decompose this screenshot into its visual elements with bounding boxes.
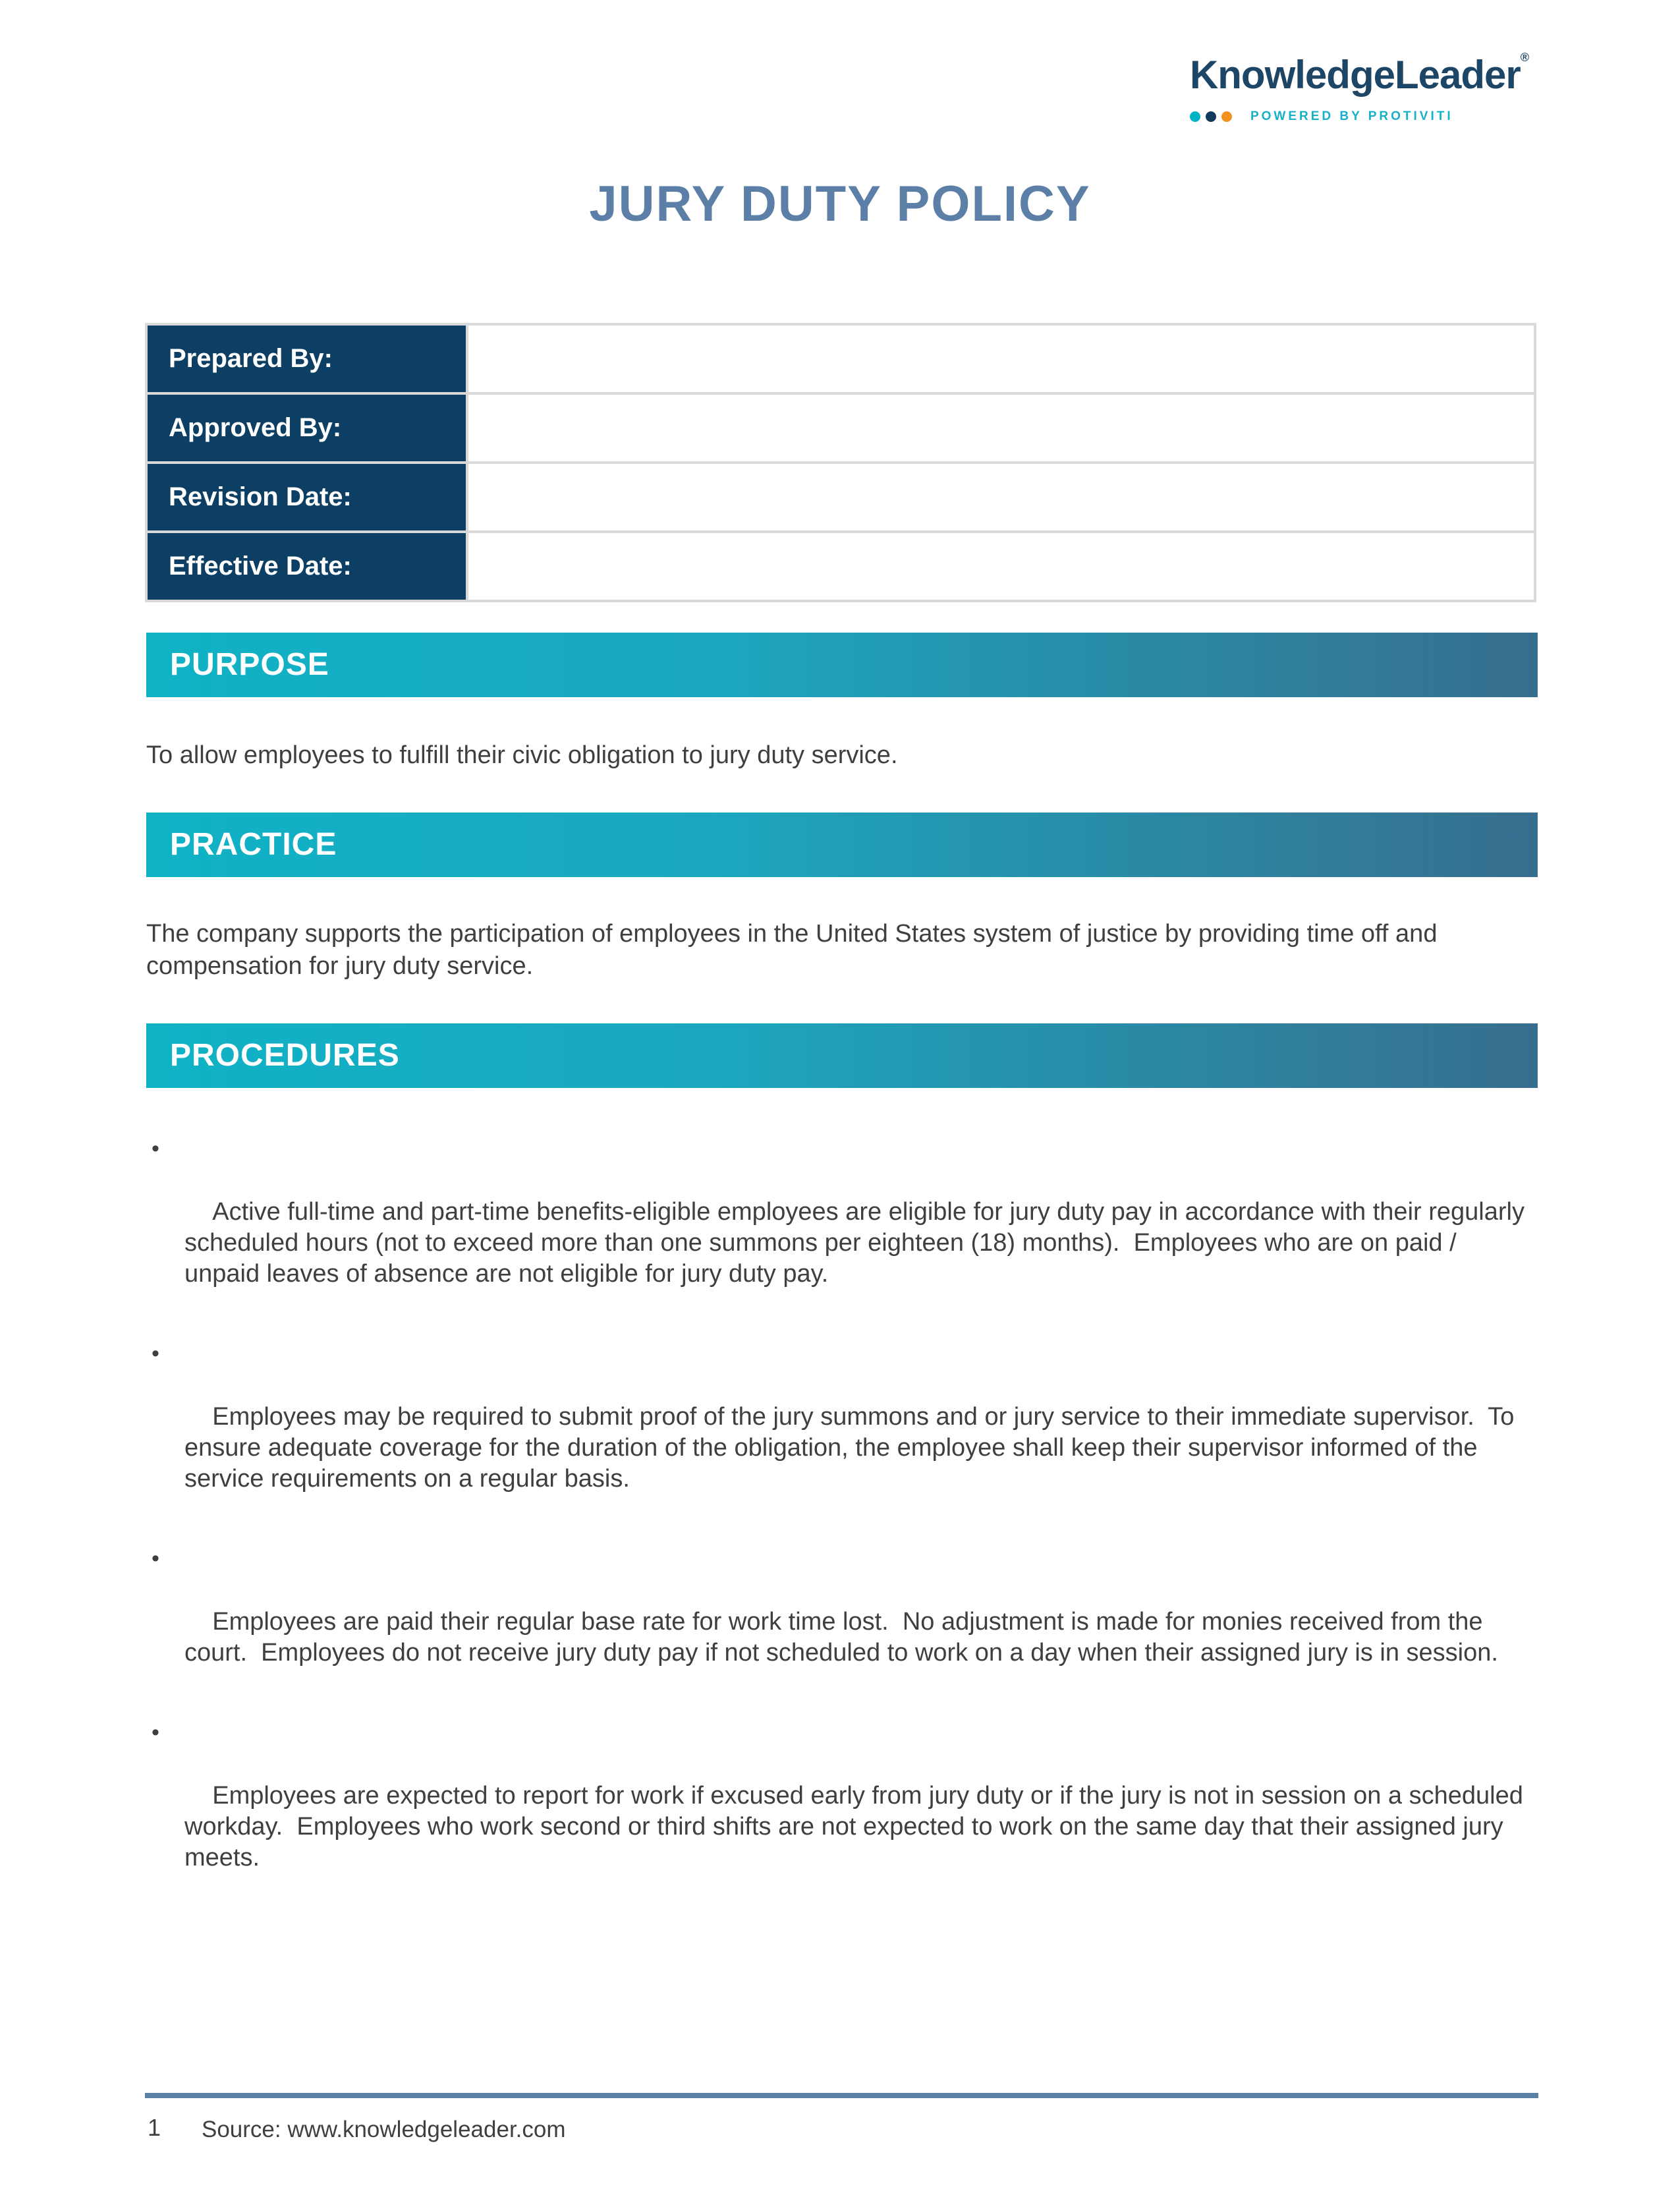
row-label-prepared-by: Prepared By: xyxy=(146,324,467,393)
row-label-approved-by: Approved By: xyxy=(146,393,467,463)
knowledgeleader-logo xyxy=(1189,51,1528,124)
bullet-marker: • xyxy=(152,1546,159,1571)
page-number: 1 xyxy=(148,2114,161,2141)
bullet-text: Employees are paid their regular base rate for work time lost. No adjustment is made for monies received from the court. Employees do not receive jury duty pay if not scheduled to work on a day when their assigned jury is in session. xyxy=(184,1608,1498,1667)
bullet-text: Active full-time and part-time benefits-eligible employees are eligible for jury duty pay in accordance with their regularly scheduled hours (not to exceed more than one summons per eighteen (18) months). Employees who are on paid / unpaid leaves of absence are not eligible for jury duty pay. xyxy=(184,1198,1532,1288)
practice-paragraph: The company supports the participation of employees in the United States system of justice by providing time off and compensation for jury duty service. xyxy=(146,920,1445,980)
bullet-marker: • xyxy=(152,1341,159,1366)
section-banner-purpose: PURPOSE xyxy=(146,633,1538,697)
bullet-item xyxy=(146,1135,1538,1321)
bullet-item xyxy=(146,1340,1538,1526)
logo-dot-navy-icon xyxy=(1206,111,1216,122)
bullet-marker: • xyxy=(152,1720,159,1745)
table-row xyxy=(146,324,1535,393)
bullet-item xyxy=(146,1545,1538,1699)
row-value-effective-date xyxy=(467,532,1535,601)
row-label-revision-date: Revision Date: xyxy=(146,463,467,532)
logo-wordmark xyxy=(1189,51,1528,97)
logo-tagline: POWERED BY PROTIVITI xyxy=(1250,109,1453,123)
section-banner-practice: PRACTICE xyxy=(146,813,1538,877)
row-value-prepared-by xyxy=(467,324,1535,393)
info-table xyxy=(145,323,1536,602)
bullet-text: Employees are expected to report for work if excused early from jury duty or if the jury is not in session on a scheduled workday. Employees who work second or third shifts are not expected to work on the same day that their assigned jury meets. xyxy=(184,1782,1530,1871)
source-text: Source: www.knowledgeleader.com xyxy=(202,2117,566,2142)
table-row xyxy=(146,463,1535,532)
section-banner-procedures: PROCEDURES xyxy=(146,1023,1538,1088)
bullet-marker: • xyxy=(152,1136,159,1161)
row-value-approved-by xyxy=(467,393,1535,463)
purpose-paragraph: To allow employees to fulfill their civic obligation to jury duty service. xyxy=(146,741,898,769)
row-label-effective-date: Effective Date: xyxy=(146,532,467,601)
logo-wordmark-text: KnowledgeLeader xyxy=(1189,53,1521,97)
logo-dot-teal-icon xyxy=(1190,111,1200,122)
page-title: JURY DUTY POLICY xyxy=(589,176,1091,232)
table-row xyxy=(146,532,1535,601)
bullet-list xyxy=(146,1135,1538,1924)
bullet-text: Employees may be required to submit proof of the jury summons and or jury service to their immediate supervisor. To ensure adequate coverage for the duration of the obligation, the employee shall keep their supervisor informed of the service requirements on a regular basis. xyxy=(184,1403,1521,1493)
row-value-revision-date xyxy=(467,463,1535,532)
logo-subline xyxy=(1190,109,1528,124)
bullet-item xyxy=(146,1719,1538,1904)
registered-trademark-icon: ® xyxy=(1520,51,1528,64)
logo-dot-orange-icon xyxy=(1221,111,1232,122)
footer-divider xyxy=(145,2093,1538,2098)
table-row xyxy=(146,393,1535,463)
